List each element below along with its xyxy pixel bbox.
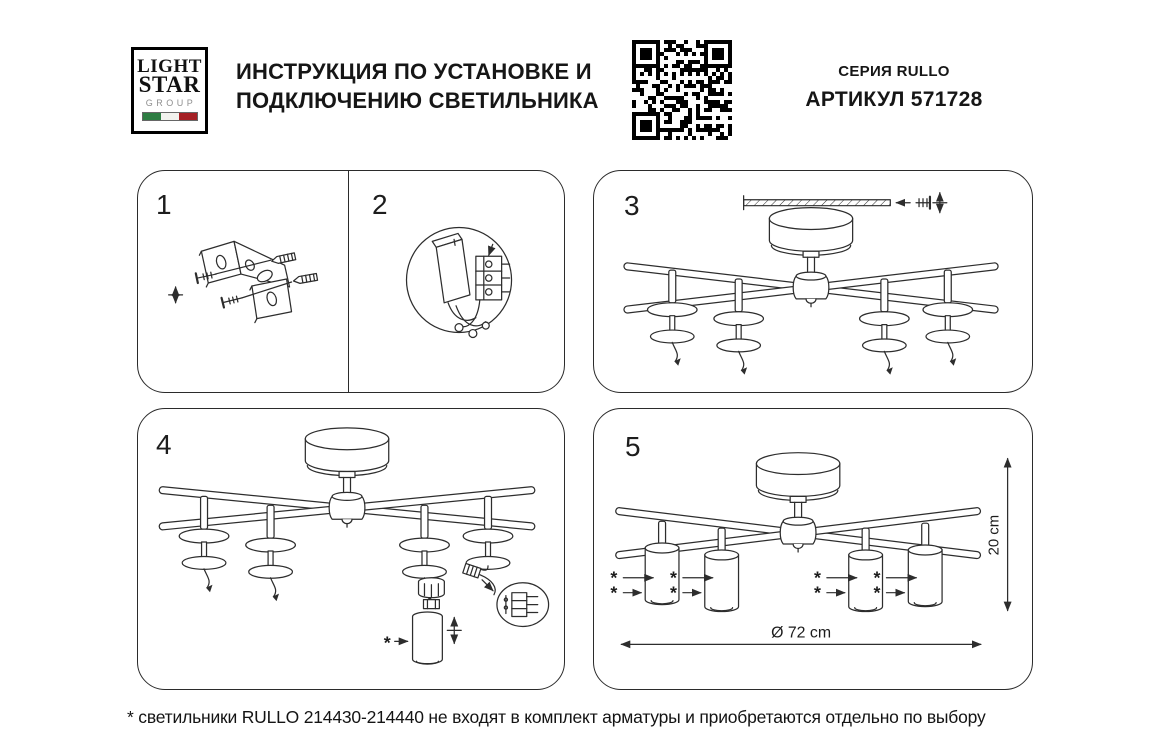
asterisk-mark: * <box>610 567 618 588</box>
footnote: * светильники RULLO 214430-214440 не входят в комплект арматуры и приобретаются отдельно по выбору <box>127 707 986 727</box>
panel-steps-1-2 <box>137 170 565 393</box>
step-5-illustration <box>594 409 1032 689</box>
panel-step-5 <box>593 408 1033 690</box>
title-line-2: ПОДКЛЮЧЕНИЮ СВЕТИЛЬНИКА <box>236 88 599 113</box>
logo-text-group: GROUP <box>145 98 197 108</box>
step-number-1: 1 <box>156 189 172 220</box>
diameter-dimension-label: Ø 72 cm <box>771 624 832 642</box>
title-line-1: ИНСТРУКЦИЯ ПО УСТАНОВКЕ И <box>236 59 592 84</box>
step-number-3: 3 <box>624 190 640 221</box>
fixture-frame-drawing <box>159 428 535 530</box>
asterisk-mark: * <box>813 567 821 588</box>
step-number-4: 4 <box>156 429 172 460</box>
lightstar-logo <box>131 47 208 134</box>
asterisk-mark: * <box>610 582 618 603</box>
asterisk-mark: * <box>813 582 821 603</box>
step-number-2: 2 <box>372 189 388 220</box>
product-info <box>788 63 1000 112</box>
asterisk-mark: * <box>383 632 391 653</box>
wiring-detail-drawing <box>406 227 511 337</box>
height-dimension-label: 20 cm <box>986 514 1003 556</box>
asterisk-mark: * <box>873 567 881 588</box>
fixture-frame-drawing <box>624 208 999 314</box>
panel-step-4 <box>137 408 565 690</box>
page-title <box>236 57 599 115</box>
step-4-illustration <box>138 409 564 689</box>
step-3-illustration <box>594 171 1032 392</box>
steps-1-2-illustration <box>138 171 564 392</box>
mounting-bar-drawing <box>744 193 947 213</box>
mounting-bracket-drawing <box>169 241 318 322</box>
qr-code <box>632 40 732 140</box>
article-number: АРТИКУЛ 571728 <box>805 88 983 111</box>
panel-step-3 <box>593 170 1033 393</box>
asterisk-mark: * <box>670 582 677 603</box>
italy-flag-icon <box>142 112 198 121</box>
logo-text-light: LIGHT <box>137 56 202 77</box>
asterisk-mark: * <box>873 582 881 603</box>
asterisk-mark: * <box>670 567 677 588</box>
lamp-connection-drawing <box>384 564 549 665</box>
series-label: СЕРИЯ RULLO <box>838 63 950 80</box>
step-number-5: 5 <box>625 431 641 462</box>
panel-divider <box>348 171 349 392</box>
logo-text-star: STAR <box>138 72 201 97</box>
